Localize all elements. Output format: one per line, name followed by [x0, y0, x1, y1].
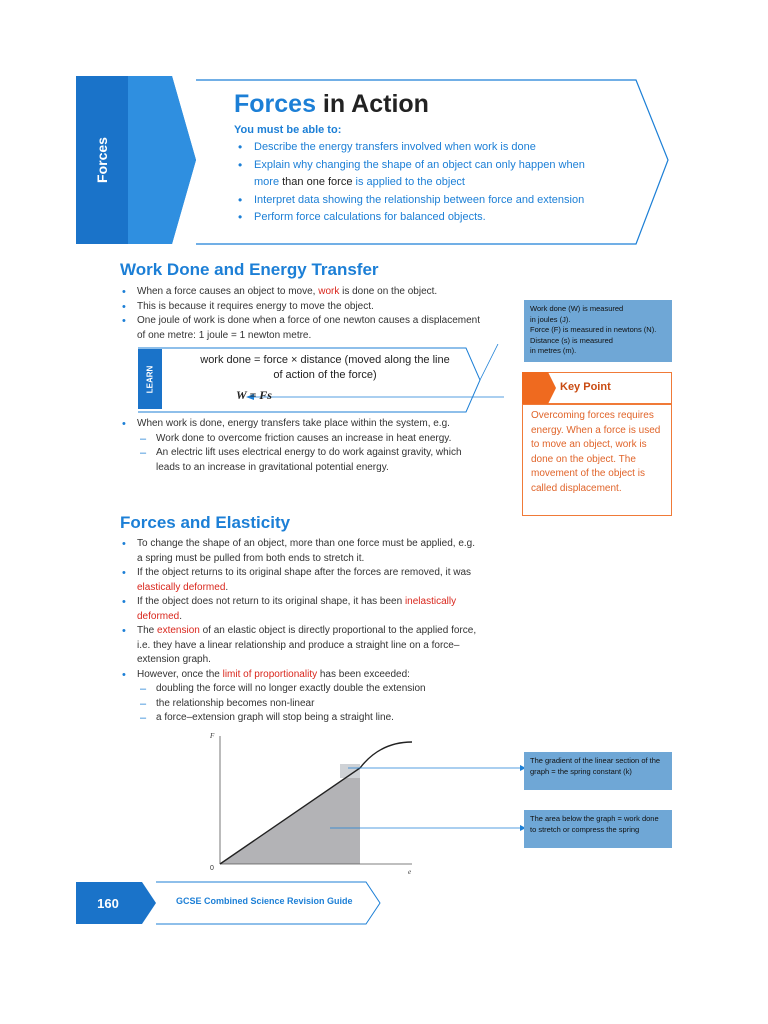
- gradient-note: The gradient of the linear section of the graph = the spring constant (k): [524, 752, 672, 790]
- list-item: • However, once the limit of proportionality has been exceeded:: [120, 668, 482, 683]
- side-tab-label: Forces: [93, 137, 110, 183]
- y-axis-label: F: [210, 732, 215, 740]
- page-title: Forces in Action: [234, 90, 429, 118]
- key-point-icon: [522, 372, 558, 404]
- list-item: • When a force causes an object to move, work is done on the object.: [120, 285, 482, 300]
- objectives-list: [236, 139, 636, 227]
- list-item: • The extension of an elastic object is directly proportional to the applied force, i.e. they have a linear relationship and produce a straight line on a force–extension graph.: [120, 624, 482, 668]
- gradient-marker: [340, 764, 360, 778]
- list-item: • One joule of work is done when a force of one newton causes a displacement of one metre: 1 joule = 1 newton metre.: [120, 314, 482, 343]
- sub-list-item: – An electric lift uses electrical energy to do work against gravity, which leads to an increase in gravitational potential energy.: [120, 446, 482, 475]
- list-item: • If the object does not return to its original shape, it has been inelastically deformed.: [120, 595, 482, 624]
- list-item: • This is because it requires energy to move the object.: [120, 300, 482, 315]
- objective-item: • Perform force calculations for balanced objects.: [236, 209, 636, 227]
- sub-list-item: – a force–extension graph will stop being a straight line.: [120, 711, 482, 726]
- sub-list-item: – doubling the force will no longer exactly double the extension: [120, 682, 482, 697]
- sub-list-item: – Work done to overcome friction causes an increase in heat energy.: [120, 432, 482, 447]
- elasticity-list: [120, 537, 482, 726]
- elasticity-heading: Forces and Elasticity: [120, 513, 291, 532]
- x-axis-label: e: [408, 868, 412, 876]
- work-list: [120, 285, 482, 343]
- units-note: Work done (W) is measured in joules (J). Force (F) is measured in newtons (N). Distance (s) is measured in metres (m).: [524, 300, 672, 362]
- learn-tab-label: LEARN: [145, 365, 155, 393]
- sub-list-item: – the relationship becomes non-linear: [120, 697, 482, 712]
- area-note: The area below the graph = work done to stretch or compress the spring: [524, 810, 672, 848]
- objective-item: • Describe the energy transfers involved when work is done: [236, 139, 636, 157]
- origin-label: 0: [210, 865, 214, 872]
- work-heading: Work Done and Energy Transfer: [120, 260, 379, 279]
- footer-title: GCSE Combined Science Revision Guide: [176, 896, 353, 906]
- learn-equation-line: work done = force × distance (moved along the line: [200, 354, 450, 366]
- list-item: • When work is done, energy transfers take place within the system, e.g.: [120, 417, 482, 432]
- list-item: • To change the shape of an object, more than one force must be applied, e.g. a spring must be pulled from both ends to stretch it.: [120, 537, 482, 566]
- objective-item: • Interpret data showing the relationship between force and extension: [236, 192, 636, 210]
- force-extension-graph: [200, 728, 680, 878]
- formula: W = Fs: [236, 388, 272, 402]
- work-list-2: [120, 417, 482, 475]
- page-number: 160: [97, 896, 119, 911]
- objective-item: • Explain why changing the shape of an object can only happen when more than one force is applied to the object: [236, 157, 636, 192]
- must-be-able-label: You must be able to:: [234, 124, 342, 136]
- learn-equation-line: of action of the force): [273, 369, 377, 381]
- key-point-body: Overcoming forces requires energy. When a force is used to move an object, work is done on the object. The movement of the object is called displacement.: [522, 404, 672, 516]
- key-point-title: Key Point: [560, 381, 611, 393]
- list-item: • If the object returns to its original shape after the forces are removed, it was elastically deformed.: [120, 566, 482, 595]
